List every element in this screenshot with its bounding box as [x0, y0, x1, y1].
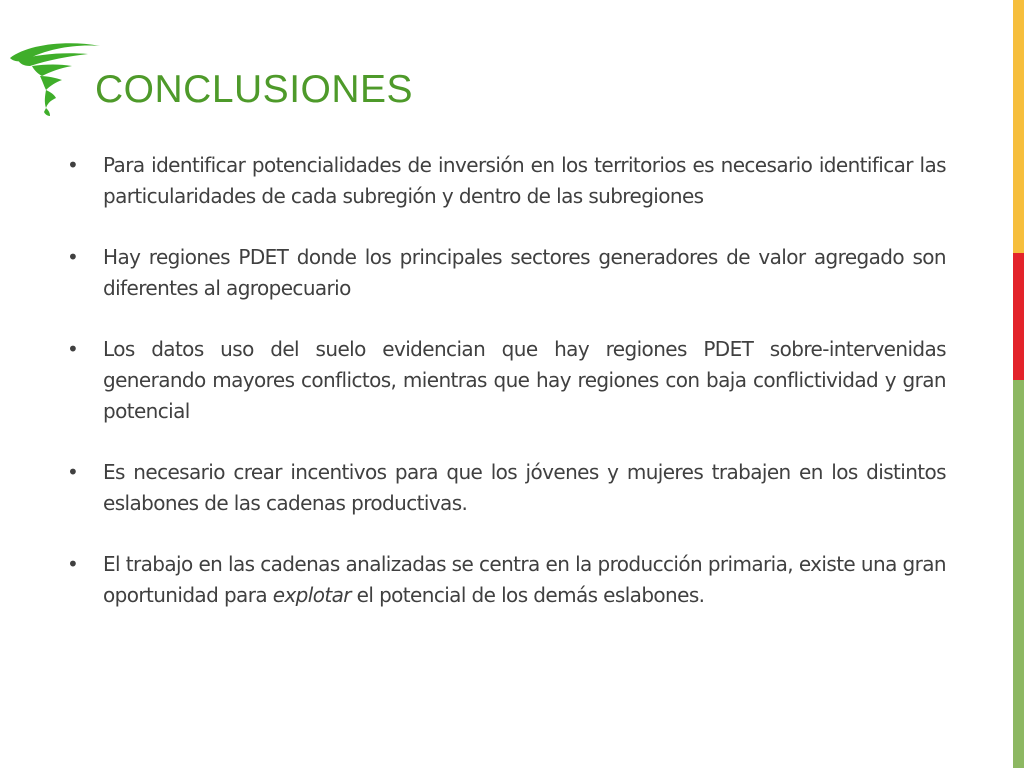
conclusions-list	[64, 150, 946, 641]
list-item	[64, 457, 946, 519]
list-item	[64, 150, 946, 212]
accent-sidebar	[1013, 0, 1024, 768]
slide-title: CONCLUSIONES	[95, 68, 414, 111]
bullet-icon: •	[67, 460, 79, 484]
bullet-icon: •	[67, 153, 79, 177]
accent-bar-yellow	[1013, 0, 1024, 253]
bullet-text: Es necesario crear incentivos para que los jóvenes y mujeres trabajen en los distintos eslabones de las cadenas productivas.	[103, 460, 946, 515]
bullet-icon: •	[67, 552, 79, 576]
accent-bar-green	[1013, 380, 1024, 768]
bullet-icon: •	[67, 245, 79, 269]
bullet-text-emphasis: explotar	[272, 583, 351, 607]
bullet-text: Para identificar potencialidades de inversión en los territorios es necesario identificar las particularidades de cada subregión y dentro de las subregiones	[103, 153, 946, 208]
list-item	[64, 549, 946, 611]
bullet-text-before: El trabajo en las cadenas analizadas se centra en la producción primaria, existe una gran oportunidad para	[103, 552, 946, 607]
tornado-logo-icon	[8, 38, 104, 118]
list-item	[64, 334, 946, 427]
bullet-text: Hay regiones PDET donde los principales sectores generadores de valor agregado son diferentes al agropecuario	[103, 245, 946, 300]
bullet-text-after: el potencial de los demás eslabones.	[350, 583, 705, 607]
list-item	[64, 242, 946, 304]
bullet-text: Los datos uso del suelo evidencian que hay regiones PDET sobre-intervenidas generando mayores conflictos, mientras que hay regiones con baja conflictividad y gran potencial	[103, 337, 946, 423]
bullet-icon: •	[67, 337, 79, 361]
accent-bar-red	[1013, 253, 1024, 380]
